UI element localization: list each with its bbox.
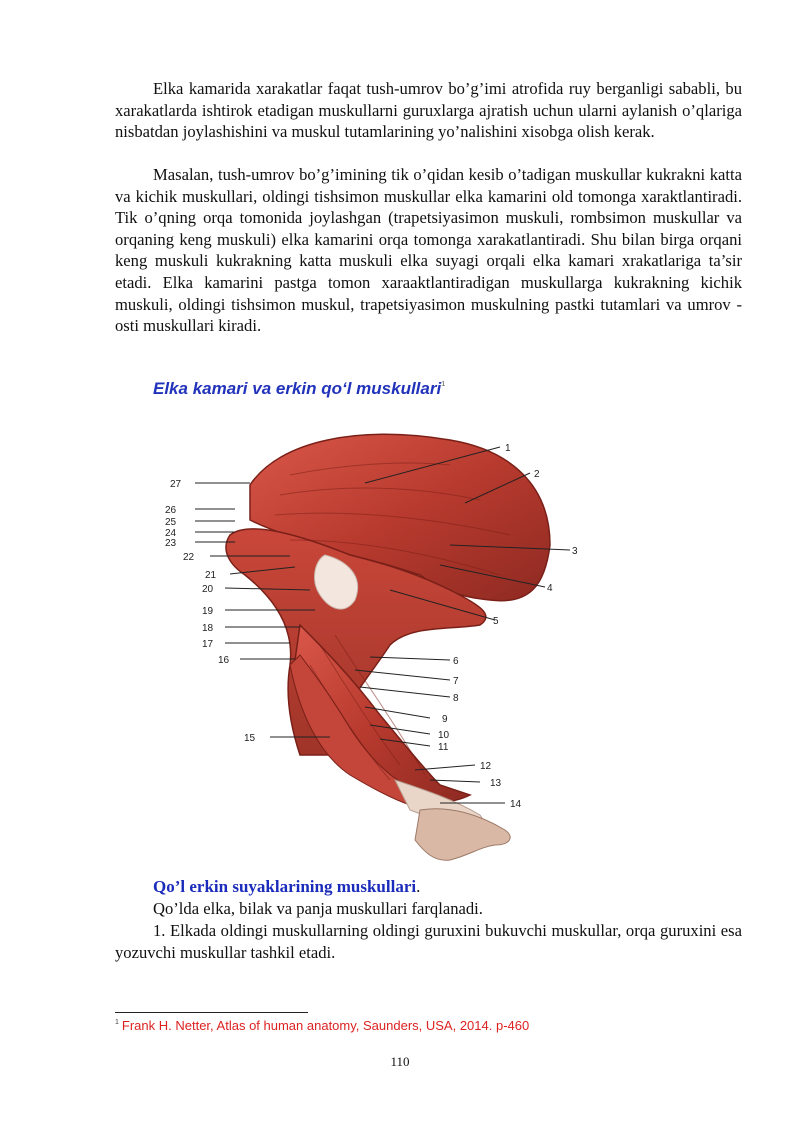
subsection-heading bbox=[153, 877, 420, 897]
arm-muscles-illustration bbox=[150, 425, 600, 865]
label-18: 18 bbox=[202, 623, 214, 634]
label-3: 3 bbox=[572, 546, 578, 557]
label-1: 1 bbox=[505, 443, 511, 454]
subsection-heading-period: . bbox=[416, 877, 421, 896]
label-6: 6 bbox=[453, 656, 459, 667]
label-17: 17 bbox=[202, 639, 214, 650]
footnote-reference: 1 bbox=[441, 381, 446, 388]
hand bbox=[415, 809, 510, 861]
label-8: 8 bbox=[453, 693, 459, 704]
label-12: 12 bbox=[480, 761, 492, 772]
label-5: 5 bbox=[493, 616, 499, 627]
section-heading bbox=[153, 379, 445, 399]
subsection-heading-text: Qo’l erkin suyaklarining muskullari bbox=[153, 877, 417, 896]
body-line-1: Qo’lda elka, bilak va panja muskullari farqlanadi. bbox=[153, 899, 483, 918]
label-21: 21 bbox=[205, 570, 217, 581]
body-item-1: 1. Elkada oldingi muskullarning oldingi guruxini bukuvchi muskullar, orqa guruxini esa yozuvchi muskullar tashkil etadi. bbox=[115, 921, 742, 962]
label-2: 2 bbox=[534, 469, 540, 480]
label-4: 4 bbox=[547, 583, 553, 594]
label-26: 26 bbox=[165, 505, 177, 516]
label-10: 10 bbox=[438, 730, 450, 741]
label-20: 20 bbox=[202, 584, 214, 595]
footnote-text: Frank H. Netter, Atlas of human anatomy, Saunders, USA, 2014. p-460 bbox=[121, 1018, 530, 1033]
labels-left bbox=[165, 479, 256, 744]
label-16: 16 bbox=[218, 655, 230, 666]
label-22: 22 bbox=[183, 552, 195, 563]
section-heading-text: Elka kamari va erkin qo‘l muskullari bbox=[153, 379, 442, 398]
label-7: 7 bbox=[453, 676, 459, 687]
label-27: 27 bbox=[170, 479, 182, 490]
label-13: 13 bbox=[490, 778, 502, 789]
footnote bbox=[115, 1018, 529, 1033]
paragraph-2: Masalan, tush-umrov bo’g’imining tik o’qidan kesib o’tadigan muskullar kukrakni katta va kichik muskullari, oldingi tishsimon muskullar elka kamarini old tomonga xaraktlantiradi. Tik o’qning orqa tomonida joylashgan (trapetsiyasimon muskuli, rombsimon muskullar va orqaning keng muskuli) elka kamarini orqa tomonga xarakatlantiradi. Shu bilan birga orqani keng muskuli kukrakning katta muskuli elka suyagi orqali elka kamari xrakatlariga ta’sir etadi. Elka kamarini pastga tomon xaraaktlantiradigan muskullarga kukrakning kichik muskuli, oldingi tishsimon muskul, trapetsiyasimon muskulning pastki tutamlari va umrov - osti muskullari kiradi. bbox=[115, 165, 742, 336]
label-25: 25 bbox=[165, 517, 177, 528]
footnote-divider bbox=[115, 1012, 308, 1013]
label-14: 14 bbox=[510, 799, 522, 810]
page-number: 110 bbox=[390, 1054, 410, 1069]
muscle-diagram-svg bbox=[150, 425, 600, 865]
label-9: 9 bbox=[442, 714, 448, 725]
paragraph-1: Elka kamarida xarakatlar faqat tush-umrov bo’g’imi atrofida ruy berganligi sababli, bu xarakatlarda ishtirok etadigan muskullarni guruxlarga ajratish uchun ularni aylanish o’qlariga nisbatdan joylashishini va muskul tutamlarining yo’nalishini xisobga olish kerak. bbox=[115, 79, 742, 142]
label-24: 24 bbox=[165, 528, 177, 539]
label-15: 15 bbox=[244, 733, 256, 744]
label-23: 23 bbox=[165, 538, 177, 549]
footnote-mark: 1 bbox=[115, 1019, 119, 1026]
label-19: 19 bbox=[202, 606, 214, 617]
label-11: 11 bbox=[438, 742, 449, 753]
